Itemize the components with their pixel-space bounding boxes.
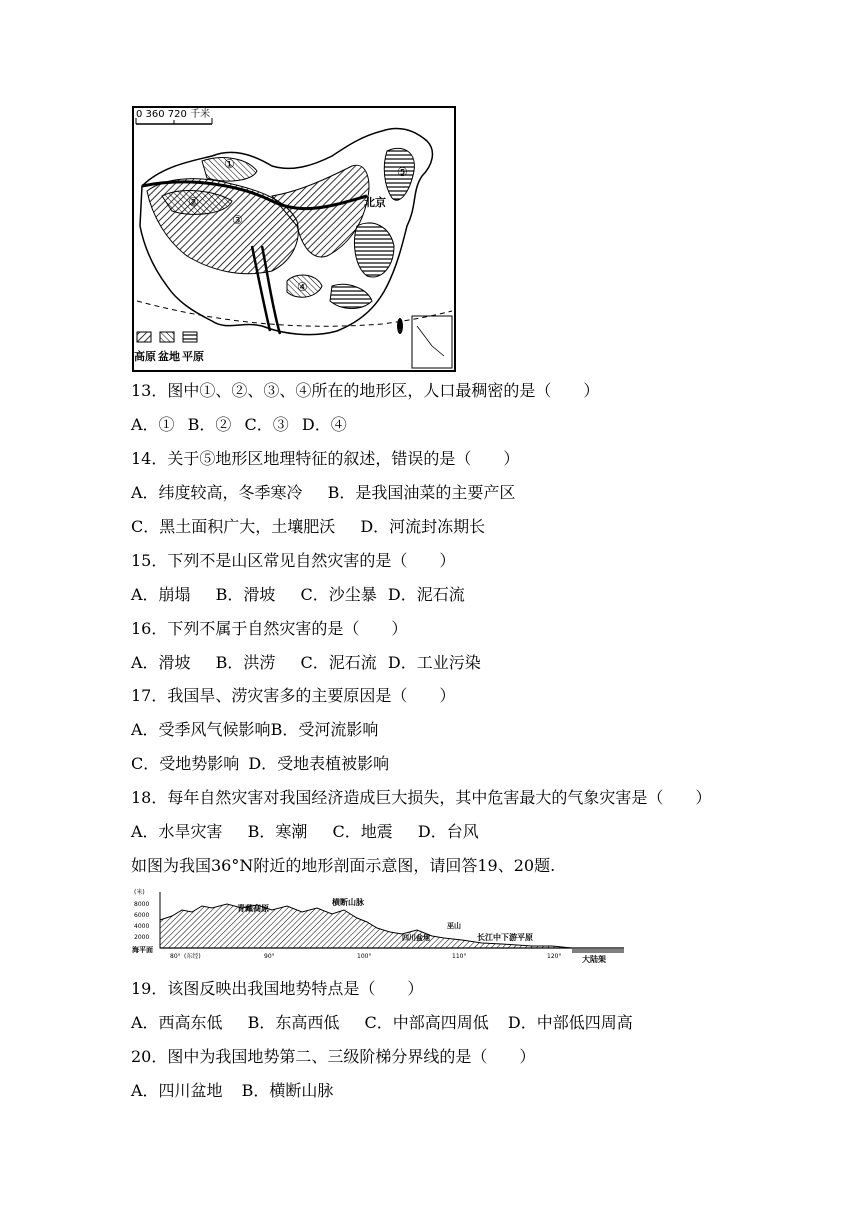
map-region-5: ⑤ [397,165,408,179]
profile-y-6000: 6000 [134,912,150,919]
legend-basin: 盆地 [158,350,180,363]
profile-x-unit: (东经) [184,953,201,960]
profile-label-changjiang: 长江中下游平原 [477,933,533,942]
profile-y-8000: 8000 [134,901,150,908]
question-18: 18．每年自然灾害对我国经济造成巨大损失，其中危害最大的气象灾害是（ ） [131,788,712,807]
option-d: D．工业污染 [387,653,481,672]
option-d: D．河流封冻期长 [360,517,486,536]
china-landform-map [132,106,456,372]
profile-label-wushan: 巫山 [447,922,461,930]
question-20-options [131,1081,333,1101]
question-14-options-row1 [131,483,515,503]
profile-y-4000: 4000 [134,923,150,930]
terrain-profile-36n [132,888,624,964]
question-19-options [131,1013,633,1033]
profile-y-2000: 2000 [134,934,150,941]
option-c: C．③ [244,415,289,434]
profile-intro: 如图为我国36°N附近的地形剖面示意图，请回答19、20题. [131,856,556,875]
map-region-4: ④ [297,280,308,294]
question-14: 14．关于⑤地形区地理特征的叙述，错误的是（ ） [131,449,520,468]
question-13: 13．图中①、②、③、④所在的地形区，人口最稠密的是（ ） [131,381,600,400]
option-a: A．受季风气候影响 [131,720,271,739]
option-d: D．泥石流 [387,585,465,604]
profile-x-120: 120° [547,953,562,960]
option-c: C．泥石流 [300,653,377,672]
option-a: A．四川盆地 [131,1081,223,1100]
question-17: 17．我国旱、涝灾害多的主要原因是（ ） [131,686,456,705]
option-c: C．受地势影响 [131,754,240,773]
option-a: A．纬度较高，冬季寒冷 [131,483,303,502]
option-a: A．崩塌 [131,585,191,604]
profile-x-90: 90° [264,953,275,960]
question-20: 20．图中为我国地势第二、三级阶梯分界线的是（ ） [131,1047,536,1066]
legend-plateau: 高原 [134,350,156,363]
option-b: B．横断山脉 [241,1081,334,1100]
option-b: B．是我国油菜的主要产区 [327,483,516,502]
option-a: A．① [131,415,175,434]
map-region-2: ② [188,195,199,209]
option-a: A．滑坡 [131,653,191,672]
question-16-options [131,653,481,673]
question-13-options [131,415,347,435]
question-15-options [131,585,465,605]
option-b: B．东高西低 [247,1013,340,1032]
option-a: A．水旱灾害 [131,822,223,841]
option-d: D．中部低四周高 [507,1013,633,1032]
profile-label-sichuan: 四川盆地 [402,934,430,942]
option-b: B．洪涝 [215,653,276,672]
profile-y-unit: (米) [134,889,145,896]
question-17-options-row2 [131,754,389,774]
option-b: B．② [187,415,232,434]
profile-sea-level: 海平面 [132,946,153,954]
option-d: D．受地表植被影响 [248,754,390,773]
map-scale-label: 0 360 720 千米 [136,109,211,120]
question-15: 15．下列不是山区常见自然灾害的是（ ） [131,551,456,570]
map-region-1: ① [224,157,235,171]
profile-x-110: 110° [452,953,467,960]
profile-label-qingzang: 青藏高原 [237,904,269,913]
profile-x-80: 80° [170,953,181,960]
question-19: 19．该图反映出我国地势特点是（ ） [131,979,424,998]
map-label-beijing: 北京 [364,196,386,209]
profile-x-100: 100° [357,953,372,960]
option-b: B．寒潮 [247,822,308,841]
option-c: C．黑土面积广大，土壤肥沃 [131,517,336,536]
option-a: A．西高东低 [131,1013,223,1032]
profile-label-hengduan: 横断山脉 [332,898,364,907]
question-14-options-row2 [131,517,485,537]
option-d: D．台风 [417,822,479,841]
option-c: C．沙尘暴 [300,585,377,604]
profile-label-shelf: 大陆架 [582,955,606,964]
map-region-3: ③ [232,213,243,227]
question-18-options [131,822,479,842]
option-c: C．地震 [332,822,393,841]
question-17-options-row1 [131,720,378,740]
option-c: C．中部高四周低 [364,1013,489,1032]
legend-plain: 平原 [182,350,204,363]
option-b: B．滑坡 [215,585,276,604]
option-d: D．④ [301,415,347,434]
question-16: 16．下列不属于自然灾害的是（ ） [131,619,408,638]
option-b: B．受河流影响 [270,720,379,739]
